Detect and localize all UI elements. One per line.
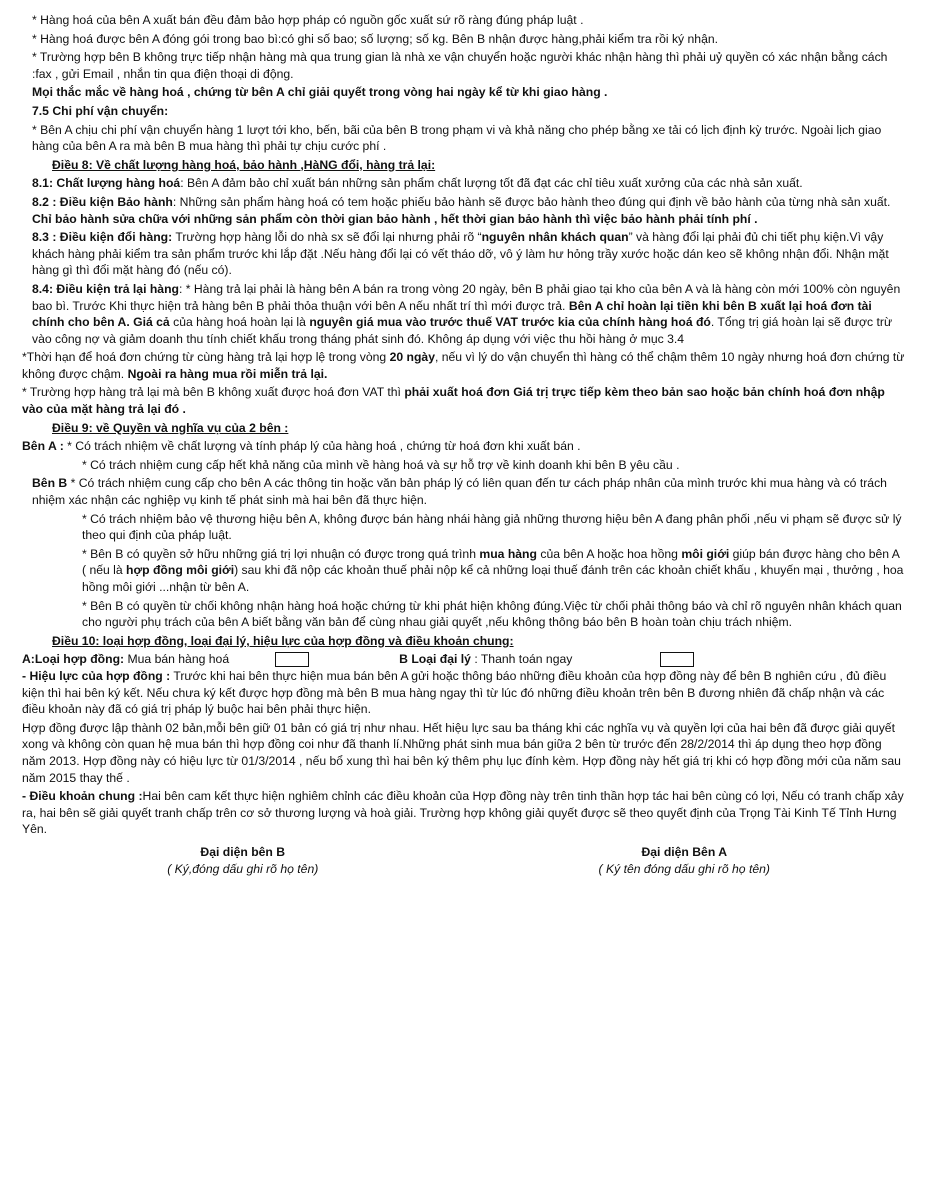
agency-type-value: : Thanh toán ngay [474,652,573,667]
agency-type-checkbox[interactable] [660,652,694,667]
validity-label: - Hiệu lực của hợp đồng : [22,668,171,683]
validity-text: Trước khi hai bên thực hiện mua bán bên A gửi hoặc thông báo những điều khoản của hợp đồng này để bên B nghiên cứu , đủ điều kiện thì hai bên ký kết. Nếu chưa ký kết được hợp đồng mà bên B mua hàng ngay thì từ lúc đó những điều khoản trên bên B đương nhiên đã chấp nhận và các điều khoản này đã có giá trị pháp lý buộc hai bên phải thực hiện. [22,668,887,717]
validity-clause-2: Hợp đồng được lập thành 02 bản,mỗi bên giữ 01 bản có giá trị như nhau. Hết hiệu lực sau ba tháng khi các nghĩa vụ và quyền lợi của hai bên đã được giải quyết xong và không còn quan hệ mua bán thì hợp đồng coi như đã thanh lí.Những phát sinh mua bán giữa 2 bên từ trước đến 28/2/2014 thì áp dụng theo hợp đồng năm 2013. Hợp đồng này có hiệu lực từ 01/3/2014 , nếu bổ xung thì hai bên ký thêm phụ lục đính kèm. Hợp đồng này hết giá trị khi có hợp đồng mới của năm sau năm 2015 thay thế . [22,720,901,785]
return-deadline-text: *Thời hạn để hoá đơn chứng từ cùng hàng trả lại hợp lệ trong vòng [22,350,387,365]
general-terms-label: - Điều khoản chung : [22,789,143,804]
party-b-label: Bên B [32,476,68,491]
signature-party-b-title: Đại diện bên B [200,844,286,859]
party-b-duty-1 [22,475,905,508]
party-b-duty-3-em1: mua hàng [479,546,537,561]
clause-intermediary: * Trường hợp bên B không trực tiếp nhận hàng mà qua trung gian là nhà xe vận chuyển hoặc người khác nhận hàng thì phải uỷ quyền có xác nhận bằng cách :fax , gửi Email , nhắn tin qua điện thoại di động. [32,50,888,81]
party-b-duty-4: * Bên B có quyền từ chối không nhận hàng hoá hoặc chứng từ khi phát hiện không đúng.Việc từ chối phải thông báo và chỉ rõ nguyên nhân khách quan cho người phụ trách của bên A biết bằng văn bản để cùng nhau giải quyết ,nếu không thông báo bên B hoàn toàn chịu trách nhiệm. [82,598,902,630]
general-terms-text: Hai bên cam kết thực hiện nghiêm chỉnh các điều khoản của Hợp đồng này trên tinh thần hợp tác hai bên cùng có lợi, Nếu có tranh chấp xảy ra, hai bên sẽ giải quyết tranh chấp trên cơ sở thương lượng và hoà giải. Trường hợp không giải quyết được sẽ theo quyết định của Trọng Tài Kinh Tế Tỉnh Hưng Yên. [22,789,904,837]
validity-clause [22,668,905,718]
section-8-4-title: 8.4: Điều kiện trả lại hàng [32,281,179,296]
signature-party-a [534,844,834,877]
party-b-duty-3-text-4: ) sau khi đã nộp các khoản thuế phải nộp kể cả những loại thuế đánh trên các khoản chiết khấu , khuyến mại , thưởng , hoa hồng môi giới ...nhận từ bên A. [82,563,904,594]
party-b-duty-3-em2: môi giới [681,546,730,561]
section-8-2-emphasis: Chỉ bảo hành sửa chữa với những sản phẩm còn thời gian bảo hành , hết thời gian bảo hành thì việc bảo hành phải tính phí . [32,211,758,226]
section-8-3-title: 8.3 : Điều kiện đổi hàng: [32,230,173,245]
section-8-1-body: : Bên A đảm bảo chỉ xuất bán những sản phẩm chất lượng tốt đã đạt các chỉ tiêu xuất xưởng của các nhà sản xuất. [180,176,803,191]
signature-party-b-note: ( Ký,đóng dấu ghi rõ họ tên) [167,861,319,876]
section-7-5-title: 7.5 Chi phí vận chuyển: [32,103,169,118]
article-8-heading: Điều 8: Về chất lượng hàng hoá, bảo hành ,HàNG đổi, hàng trả lại: [52,157,436,172]
general-terms [22,788,905,838]
section-8-1 [22,175,905,192]
signature-block [22,844,905,877]
section-8-4-emphasis: Bên A chỉ hoàn lại tiền khi bên B xuất lại hoá đơn tài chính cho bên A. Giá cả [32,298,872,330]
section-8-4-body: : * Hàng trả lại phải là hàng bên A bán ra trong vòng 20 ngày, bên B phải giao tại kho của bên A và là hàng còn mới 100% còn nguyên bao bì. Trước Khi thực hiện trả hàng bên B phải thỏa thuận với bên A nếu nhất trí thì mới được trả. [32,281,901,313]
section-8-4-emphasis-2: nguyên giá mua vào trước thuế VAT trước kia của chính hàng hoá đó [309,315,711,330]
clause-origin: * Hàng hoá của bên A xuất bán đều đảm bảo hợp pháp có nguồn gốc xuất sứ rõ ràng đúng pháp luật . [32,13,584,27]
party-a-duty-2: * Có trách nhiệm cung cấp hết khả năng của mình về hàng hoá và sự hỗ trợ về kinh doanh khi bên B yêu cầu . [82,457,680,472]
section-8-3-body: Trường hợp hàng lỗi do nhà sx sẽ đổi lại nhưng phải rõ “ [175,230,482,245]
party-b-duty-3-text-2: của bên A hoặc hoa hồng [540,546,678,561]
contract-type-label: A:Loại hợp đồng: [22,652,125,667]
section-8-4 [22,281,905,347]
party-b-duty-3-text-3: giúp bán được hàng cho bên A ( nếu là [82,546,900,578]
contract-type-value: Mua bán hàng hoá [127,652,230,667]
agency-type-label: B Loại đại lý [399,652,471,667]
party-a-duty-1-text: * Có trách nhiệm về chất lượng và tính pháp lý của hàng hoá , chứng từ hoá đơn khi xuất bán . [67,439,581,454]
section-8-1-title: 8.1: Chất lượng hàng hoá [32,176,181,191]
signature-party-a-note: ( Ký tên đóng dấu ghi rõ họ tên) [598,861,770,876]
return-invoice-emphasis: phải xuất hoá đơn Giá trị trực tiếp kèm theo bản sao hoặc bản chính hoá đơn nhập vào của mặt hàng trả lại đó . [22,385,885,417]
return-invoice-text: * Trường hợp hàng trả lại mà bên B không xuất được hoá đơn VAT thì [22,385,401,400]
party-b-duty-1-text: * Có trách nhiệm cung cấp cho bên A các thông tin hoặc văn bản pháp lý có liên quan đến tư cách pháp nhân của mình trước khi mua hàng và có trách nhiệm xác nhận các nghiệp vụ kinh tế phát sinh mà hai bên đã thực hiện. [32,476,887,508]
section-8-3-body-2: ” và hàng đổi lại phải đủ chi tiết phụ kiện.Vì vậy khách hàng phải kiểm tra sản phẩm trước khi lắp đặt .Nếu hàng đổi lại có vết tháo dỡ, vô ý làm hư hỏng trầy xước hoặc dán keo sẽ không nhận đổi. Nhận mặt hàng gì thì đổi mặt hàng đó (nếu có). [32,230,889,278]
contract-type-row [22,651,905,668]
party-b-duty-2: * Có trách nhiệm bảo vệ thương hiệu bên A, không được bán hàng nhái hàng giả những thương hiệu bên A đang phân phối ,nếu vi phạm sẽ được sử lý theo qui định của pháp luật. [82,511,902,543]
return-deadline [22,349,905,382]
party-a-label: Bên A : [22,439,64,454]
party-a-duty-1 [22,438,905,455]
section-8-4-body-3: . Tổng trị giá hoàn lại sẽ được trừ vào công nợ và giảm doanh thu tính chiết khấu trong tháng phát sinh đó. Không áp dụng với việc thu hồi hàng ở mục 3.4 [32,315,893,346]
return-deadline-days: 20 ngày [389,350,435,365]
signature-party-a-title: Đại diện Bên A [641,844,728,859]
section-8-3 [22,229,905,279]
section-8-4-body-2: của hàng hoá hoàn lại là [173,315,306,330]
section-8-2-title: 8.2 : Điều kiện Bảo hành [32,194,173,209]
return-invoice [22,384,905,417]
party-b-duty-3-text: * Bên B có quyền sở hữu những giá trị lợi nhuận có được trong quá trình [82,546,476,561]
section-8-2-body: : Những sản phẩm hàng hoá có tem hoặc phiếu bảo hành sẽ được bảo hành theo đúng qui định về bảo hành của từng nhà sản xuất. [172,194,891,209]
party-b-duty-3 [22,546,905,596]
article-10-heading: Điều 10: loại hợp đồng, loại đại lý, hiệu lực của hợp đồng và điều khoản chung: [52,633,514,648]
party-b-duty-3-em3: hợp đồng môi giới [126,563,235,578]
section-8-3-emphasis: nguyên nhân khách quan [481,230,629,245]
section-8-2 [22,194,905,227]
return-deadline-text-2: , nếu vì lý do vận chuyển thì hàng có thể chậm thêm 10 ngày nhưng hoá đơn chứng từ không được chậm. [22,350,905,381]
contract-type-checkbox[interactable] [275,652,309,667]
clause-packaging: * Hàng hoá được bên A đóng gói trong bao bì:có ghi số bao; số lượng; số kg. Bên B nhận được hàng,phải kiểm tra rồi ký nhận. [32,31,719,46]
signature-party-b [93,844,393,877]
clause-complaints: Mọi thắc mắc về hàng hoá , chứng từ bên A chỉ giải quyết trong vòng hai ngày kể từ khi giao hàng . [32,85,608,100]
section-7-5-body: * Bên A chịu chi phí vận chuyển hàng 1 lượt tới kho, bến, bãi của bên B trong phạm vi và khả năng cho phép bằng xe tải có lịch định kỳ trước. Ngoài lịch giao hàng của bên A ra mà bên B mua hàng thì phải tự chịu cước phí . [32,122,882,154]
article-9-heading: Điều 9: về Quyền và nghĩa vụ của 2 bên : [52,420,289,435]
return-deadline-note: Ngoài ra hàng mua rồi miễn trả lại. [127,366,328,381]
